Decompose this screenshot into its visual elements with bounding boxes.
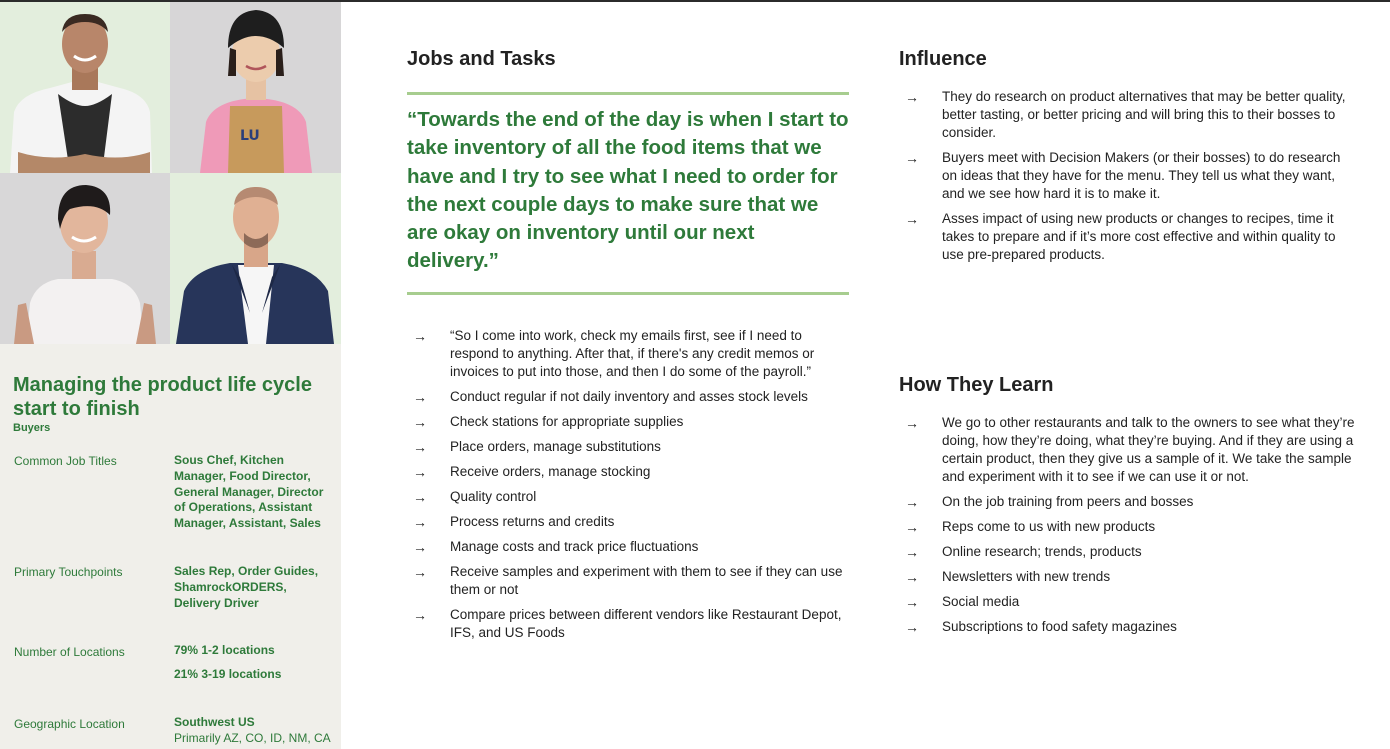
arrow-right-icon: →	[413, 514, 427, 530]
learn-item-text: Reps come to us with new products	[942, 519, 1156, 534]
learn-item-text: Subscriptions to food safety magazines	[942, 619, 1177, 634]
persona-panel	[0, 2, 341, 749]
learn-list	[905, 414, 1355, 643]
jobs-quote: “Towards the end of the day is when I start to take inventory of all the food items that we have and I try to see what I need to order for the next couple days to make sure that we are okay on inventory until our next delivery.”	[407, 108, 849, 273]
jobs-item	[413, 538, 853, 556]
attr-value-geography-sub: Primarily AZ, CO, ID, NM, CA	[174, 731, 331, 745]
jobs-task-list	[413, 327, 853, 649]
jobs-item	[413, 388, 853, 406]
jobs-item	[413, 563, 853, 599]
learn-item	[905, 568, 1355, 586]
learn-item	[905, 414, 1355, 486]
influence-item	[905, 88, 1355, 142]
jobs-item	[413, 327, 853, 381]
attr-value-locations-2: 21% 3-19 locations	[174, 667, 282, 681]
jobs-item	[413, 463, 853, 481]
jobs-item	[413, 513, 853, 531]
learn-item-text: Social media	[942, 594, 1020, 609]
learn-item	[905, 518, 1355, 536]
photo-beanie-woman	[170, 2, 341, 173]
attr-label-job-titles: Common Job Titles	[14, 454, 117, 468]
learn-item	[905, 618, 1355, 636]
arrow-right-icon: →	[905, 415, 919, 431]
svg-text:LU: LU	[240, 128, 260, 144]
persona-title: Managing the product life cycle start to finish	[13, 374, 312, 420]
arrow-right-icon: →	[413, 489, 427, 505]
influence-list	[905, 88, 1355, 271]
arrow-right-icon: →	[905, 544, 919, 560]
persona-photo-grid	[0, 2, 341, 345]
learn-item-text: We go to other restaurants and talk to the owners to see what they’re doing, how they’re doing, what they’re buying. And if they are using a certain product, then they give us a sample of it. We take the sample and experiment with it to see if we can use it or not.	[942, 415, 1355, 484]
attr-value-touchpoints: Sales Rep, Order Guides, ShamrockORDERS, Delivery Driver	[174, 564, 319, 610]
arrow-right-icon: →	[905, 89, 919, 105]
influence-item-text: Asses impact of using new products or changes to recipes, time it takes to prepare and if it’s more cost effective and within quality to use pre-prepared products.	[942, 211, 1336, 262]
arrow-right-icon: →	[905, 569, 919, 585]
arrow-right-icon: →	[905, 594, 919, 610]
jobs-item-text: Process returns and credits	[450, 514, 615, 529]
learn-item-text: On the job training from peers and bosses	[942, 494, 1194, 509]
jobs-item-text: Place orders, manage substitutions	[450, 439, 661, 454]
arrow-right-icon: →	[905, 494, 919, 510]
influence-item	[905, 149, 1355, 203]
influence-item	[905, 210, 1355, 264]
attr-label-geography: Geographic Location	[14, 717, 125, 731]
photo-suit-man	[170, 173, 341, 344]
arrow-right-icon: →	[905, 150, 919, 166]
attr-value-job-titles: Sous Chef, Kitchen Manager, Food Director, General Manager, Director of Operations, Assistant Manager, Assistant, Sales	[174, 453, 324, 531]
arrow-right-icon: →	[413, 389, 427, 405]
arrow-right-icon: →	[413, 464, 427, 480]
jobs-item-text: Quality control	[450, 489, 537, 504]
jobs-item-text: Receive samples and experiment with them to see if they can use them or not	[450, 564, 843, 597]
influence-item-text: Buyers meet with Decision Makers (or their bosses) to do research on ideas that they have for the menu. They tell us what they want, and we see how hard it is to make it.	[942, 150, 1341, 201]
learn-item-text: Online research; trends, products	[942, 544, 1142, 559]
arrow-right-icon: →	[413, 328, 427, 344]
influence-item-text: They do research on product alternatives that may be better quality, better tasting, or better pricing and will bring this to their bosses to consider.	[942, 89, 1346, 140]
attr-value-geography: Southwest US	[174, 715, 255, 729]
jobs-item-text: Manage costs and track price fluctuations	[450, 539, 699, 554]
arrow-right-icon: →	[413, 414, 427, 430]
arrow-right-icon: →	[905, 519, 919, 535]
photo-chef	[0, 2, 170, 173]
learn-item-text: Newsletters with new trends	[942, 569, 1111, 584]
jobs-item	[413, 606, 853, 642]
jobs-item-text: Conduct regular if not daily inventory and asses stock levels	[450, 389, 808, 404]
jobs-item-text: Receive orders, manage stocking	[450, 464, 651, 479]
arrow-right-icon: →	[905, 211, 919, 227]
jobs-item-text: Check stations for appropriate supplies	[450, 414, 684, 429]
arrow-right-icon: →	[413, 564, 427, 580]
attr-label-locations: Number of Locations	[14, 645, 125, 659]
photo-tattoo-woman	[0, 173, 170, 344]
jobs-item	[413, 488, 853, 506]
jobs-item-text: Compare prices between different vendors like Restaurant Depot, IFS, and US Foods	[450, 607, 842, 640]
attr-label-touchpoints: Primary Touchpoints	[14, 565, 123, 579]
jobs-item	[413, 438, 853, 456]
jobs-title: Jobs and Tasks	[407, 48, 556, 70]
quote-rule-top	[407, 92, 849, 95]
learn-title: How They Learn	[899, 374, 1054, 396]
arrow-right-icon: →	[413, 439, 427, 455]
learn-item	[905, 593, 1355, 611]
learn-item	[905, 493, 1355, 511]
quote-rule-bottom	[407, 292, 849, 295]
jobs-item	[413, 413, 853, 431]
persona-role: Buyers	[13, 422, 51, 434]
influence-title: Influence	[899, 48, 987, 70]
arrow-right-icon: →	[905, 619, 919, 635]
arrow-right-icon: →	[413, 607, 427, 623]
arrow-right-icon: →	[413, 539, 427, 555]
jobs-item-text: “So I come into work, check my emails first, see if I need to respond to anything. After that, if there's any credit memos or invoices to put into those, and then I do some of the payroll.”	[450, 328, 815, 379]
learn-item	[905, 543, 1355, 561]
attr-value-locations-1: 79% 1-2 locations	[174, 643, 275, 657]
